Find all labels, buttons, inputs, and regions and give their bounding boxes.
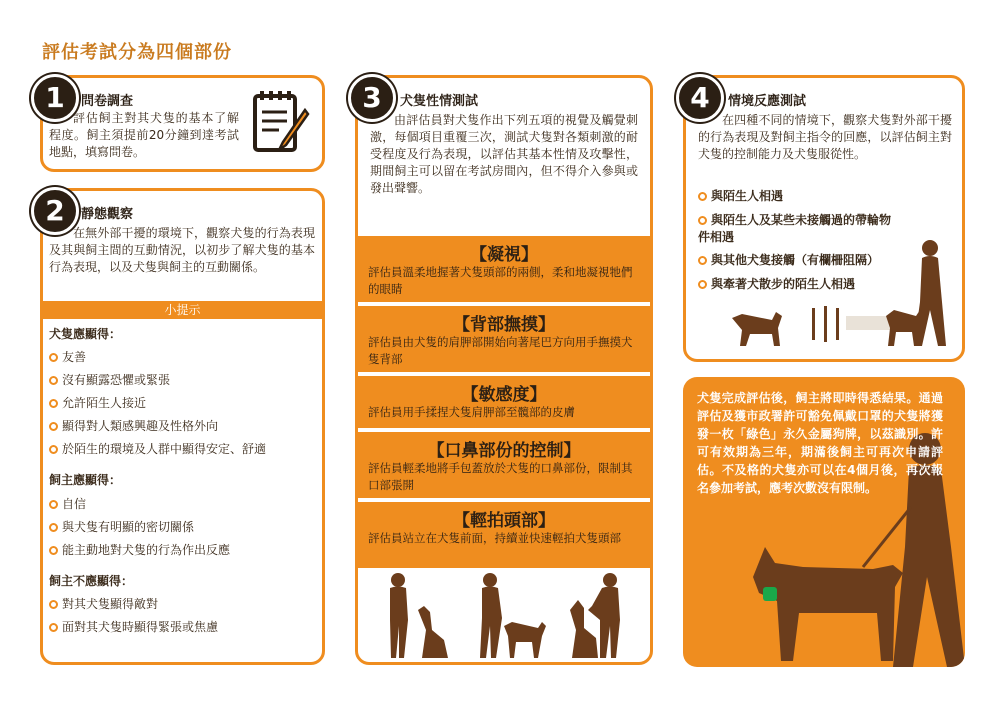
- bullet-icon: [49, 600, 58, 609]
- test-title: 【背部撫摸】: [453, 315, 555, 335]
- bullet-icon: [49, 500, 58, 509]
- bullet-icon: [698, 256, 707, 265]
- list-item: 顯得對人類感興趣及性格外向: [49, 418, 218, 434]
- person-with-dog-pat-illustration: [558, 570, 638, 662]
- section-3-number: 3: [348, 74, 396, 122]
- test-text: 評估員由犬隻的肩胛部開始向著尾巴方向用手撫摸犬隻背部: [368, 335, 633, 366]
- section-3-text: 由評估員對犬隻作出下列五項的視覺及觸覺刺激，每個項目重覆三次，測試犬隻對各類刺激的耐受程度及行為表現，以評估其基本性情及攻擊性，期間飼主可以留在考試房間內，但不得介入參與或發出聲響。: [370, 113, 638, 195]
- list-item: 對其犬隻顯得敵對: [49, 596, 158, 612]
- section-1-text: 評估飼主對其犬隻的基本了解程度。飼主須提前20分鐘到達考試地點，填寫問卷。: [49, 111, 239, 159]
- test-title: 【凝視】: [470, 245, 538, 265]
- section-1-title: 問卷調查: [81, 94, 134, 109]
- list-item: 與犬隻有明顯的密切關係: [49, 519, 194, 535]
- list-item: 與陌生人相遇: [698, 188, 958, 205]
- test-text: 評估員輕柔地將手包蓋放於犬隻的口鼻部份，限制其口部張開: [368, 461, 633, 492]
- test-panel-head-pat: [358, 502, 650, 568]
- list-item: 與牽著犬散步的陌生人相遇: [698, 276, 958, 293]
- bullet-icon: [49, 422, 58, 431]
- person-with-sitting-dog-illustration: [378, 570, 458, 662]
- owner-should-not-heading: 飼主不應顯得：: [49, 574, 134, 588]
- list-item: 沒有顯露恐懼或緊張: [49, 372, 170, 388]
- section-2-panel: [40, 188, 325, 665]
- test-title: 【輕拍頭部】: [453, 511, 555, 531]
- list-item: 能主動地對犬隻的行為作出反應: [49, 542, 230, 558]
- list-item: 自信: [49, 496, 86, 512]
- section-1-panel: [40, 75, 325, 172]
- page-title: 評估考試分為四個部份: [42, 42, 232, 63]
- result-panel: [683, 377, 965, 667]
- section-3-title: 犬隻性情測試: [400, 94, 479, 109]
- dog-walk-scene-illustration: [716, 236, 962, 358]
- section-2-number: 2: [31, 187, 79, 235]
- bullet-icon: [49, 623, 58, 632]
- test-panel-muzzle-control: [358, 432, 650, 498]
- list-item: 面對其犬隻時顯得緊張或焦慮: [49, 619, 218, 635]
- section-4-title: 情境反應測試: [728, 94, 807, 109]
- test-text: 評估員用手揉捏犬隻肩胛部至髖部的皮膚: [368, 405, 575, 419]
- result-text: 犬隻完成評估後，飼主將即時得悉結果。通過評估及獲市政署許可豁免佩戴口罩的犬隻將獲發一枚「綠色」永久金屬狗牌，以茲識別。許可有效期為三年，期滿後飼主可再次申請評估。不及格的犬隻亦可以在4個月後，再次報名參加考試，應考次數沒有限制。: [697, 391, 943, 495]
- list-item: 允許陌生人接近: [49, 395, 146, 411]
- questionnaire-icon: [249, 88, 313, 158]
- bullet-icon: [49, 546, 58, 555]
- bullet-icon: [49, 399, 58, 408]
- section-4-number: 4: [676, 74, 724, 122]
- bullet-icon: [698, 192, 707, 201]
- section-2-text: 在無外部干擾的環境下，觀察犬隻的行為表現及其與飼主間的互動情況，以初步了解犬隻的基本行為表現，以及犬隻與飼主的互動關係。: [49, 226, 315, 274]
- bullet-icon: [49, 353, 58, 362]
- bullet-icon: [49, 523, 58, 532]
- bullet-icon: [698, 216, 707, 225]
- section-3-panel: [355, 75, 653, 665]
- owner-should-heading: 飼主應顯得：: [49, 473, 122, 487]
- test-title: 【口鼻部份的控制】: [427, 441, 581, 461]
- bullet-icon: [49, 376, 58, 385]
- tip-header: 小提示: [43, 301, 322, 319]
- section-4-text: 在四種不同的情境下，觀察犬隻對外部干擾的行為表現及對飼主指令的回應，以評估飼主對犬隻的控制能力及犬隻服從性。: [698, 113, 952, 161]
- bullet-icon: [698, 280, 707, 289]
- section-2-title: 靜態觀察: [81, 207, 134, 222]
- test-text: 評估員站立在犬隻前面，持續並快速輕拍犬隻頭部: [368, 531, 621, 545]
- list-item: 於陌生的環境及人群中顯得安定、舒適: [49, 441, 266, 457]
- bullet-icon: [49, 445, 58, 454]
- test-panel-gaze: [358, 236, 650, 302]
- person-with-dog-illustration: [468, 570, 548, 662]
- section-1-number: 1: [31, 74, 79, 122]
- list-item: 友善: [49, 349, 86, 365]
- list-item: 與陌生人及某些未接觸過的帶輪物件相遇: [698, 213, 892, 244]
- dog-should-heading: 犬隻應顯得：: [49, 327, 122, 341]
- test-title: 【敏感度】: [461, 385, 547, 405]
- test-panel-sensitivity: [358, 376, 650, 428]
- section-4-panel: [683, 75, 965, 362]
- test-text: 評估員溫柔地握著犬隻頭部的兩側，柔和地凝視牠們的眼睛: [368, 265, 633, 296]
- list-item: 與其他犬隻接觸（有欄柵阻隔）: [698, 252, 958, 269]
- test-panel-back-stroke: [358, 306, 650, 372]
